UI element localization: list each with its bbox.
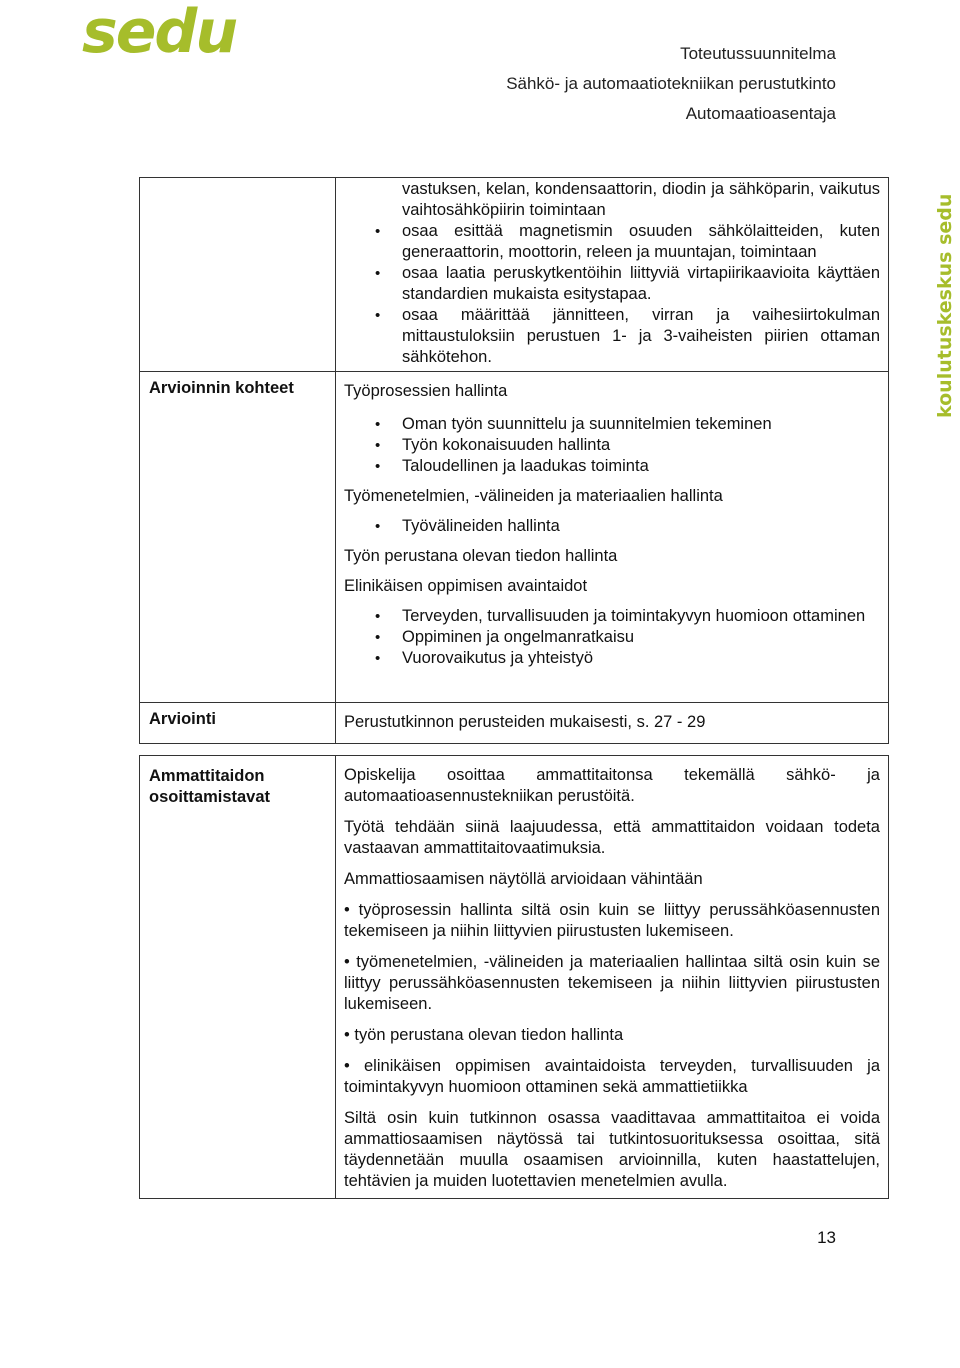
paragraph: Opiskelija osoittaa ammattitaitonsa tekemällä sähkö- ja automaatioasennustekniikan perustöitä. xyxy=(344,766,880,805)
list-item: • Vuorovaikutus ja yhteistyö xyxy=(344,648,880,669)
row-label: Ammattitaidon osoittamistavat xyxy=(140,756,336,1198)
list-item: • Työn kokonaisuuden hallinta xyxy=(344,435,880,456)
bullet-paragraph: • työn perustana olevan tiedon hallinta xyxy=(344,1026,624,1044)
list-item: • Terveyden, turvallisuuden ja toimintakyvyn huomioon ottaminen xyxy=(344,606,880,627)
list-item: • osaa laatia peruskytkentöihin liittyviä virtapiirikaavioita käyttäen standardien mukaista esitystapaa. xyxy=(344,263,880,305)
sedu-logo: sedu xyxy=(82,0,237,67)
arvioinnin-kohteet-row xyxy=(140,371,888,702)
ammattitaidon-osoittamistavat-row xyxy=(140,756,888,1198)
paragraph: Työtä tehdään siinä laajuudessa, että ammattitaidon voidaan todeta vastaavan ammattitaitovaatimuksia. xyxy=(344,818,880,857)
bullet-paragraph: • työprosessin hallinta siltä osin kuin se liittyy perussähköasennusten tekemiseen ja niihin liittyvien piirustusten lukemiseen. xyxy=(344,901,880,940)
continuation-cell xyxy=(336,178,888,371)
empty-label-cell xyxy=(140,178,336,371)
row-label: Arviointi xyxy=(140,703,336,743)
bullet-list xyxy=(344,606,880,669)
paragraph: Siltä osin kuin tutkinnon osassa vaadittavaa ammattitaitoa ei voida ammattiosaamisen näytössä tai tutkintosuorituksessa osoittaa, sitä täydennetään muulla osaamisen arvioinnilla, kuten haastattelujen, tehtävien ja muiden luotettavien menetelmien avulla. xyxy=(344,1109,880,1190)
skill-list xyxy=(344,221,880,368)
demonstration-table xyxy=(139,755,889,1199)
paragraph: Ammattiosaamisen näytöllä arvioidaan vähintään xyxy=(344,870,703,888)
bullet-paragraph: • työmenetelmien, -välineiden ja materiaalien hallintaa siltä osin kuin se liittyy perussähköasennusten tekemiseen ja niihin liittyvien piirustusten lukemiseen. xyxy=(344,953,880,1013)
arvioinnin-kohteet-cell xyxy=(336,372,888,702)
header-subtitle: Sähkö- ja automaatiotekniikan perustutkinto xyxy=(506,74,836,93)
row-label: Arvioinnin kohteet xyxy=(140,372,336,702)
header-profession: Automaatioasentaja xyxy=(685,104,836,123)
arviointi-row xyxy=(140,702,888,743)
list-item: • Työvälineiden hallinta xyxy=(344,516,880,537)
bullet-list xyxy=(344,516,880,537)
section-heading: Elinikäisen oppimisen avaintaidot xyxy=(344,577,588,595)
page-number: 13 xyxy=(817,1228,836,1247)
assessment-table xyxy=(139,177,889,744)
continuation-row xyxy=(140,178,888,371)
document-header xyxy=(506,44,836,134)
list-item: • osaa määrittää jännitteen, virran ja vaihesiirtokulman mittaustuloksiin perustuen 1- ja 3-vaiheisten piirien ottaman sähkötehon. xyxy=(344,305,880,368)
list-item: • Oman työn suunnittelu ja suunnitelmien tekeminen xyxy=(344,414,880,435)
list-item: • osaa esittää magnetismin osuuden sähkölaitteiden, kuten generaattorin, moottorin, releen ja muuntajan, toimintaan xyxy=(344,221,880,263)
bullet-list xyxy=(344,414,880,477)
list-item: • Oppiminen ja ongelmanratkaisu xyxy=(344,627,880,648)
section-heading: Työmenetelmien, -välineiden ja materiaalien hallinta xyxy=(344,487,723,505)
header-title: Toteutussuunnitelma xyxy=(680,44,836,63)
list-item: • Taloudellinen ja laadukas toiminta xyxy=(344,456,880,477)
section-heading: Työn perustana olevan tiedon hallinta xyxy=(344,547,618,565)
section-heading: Työprosessien hallinta xyxy=(344,382,508,400)
side-brand-logo: koulutuskeskus sedu xyxy=(934,193,956,418)
demonstration-cell xyxy=(336,756,888,1198)
continuation-text: vastuksen, kelan, kondensaattorin, diodin ja sähköparin, vaikutus vaihtosähköpiirin toimintaan xyxy=(402,180,880,219)
bullet-paragraph: • elinikäisen oppimisen avaintaidoista terveyden, turvallisuuden ja toimintakyvyn huomioon ottaminen sekä ammattietiikka xyxy=(344,1057,880,1096)
arviointi-value: Perustutkinnon perusteiden mukaisesti, s. 27 - 29 xyxy=(344,713,706,731)
